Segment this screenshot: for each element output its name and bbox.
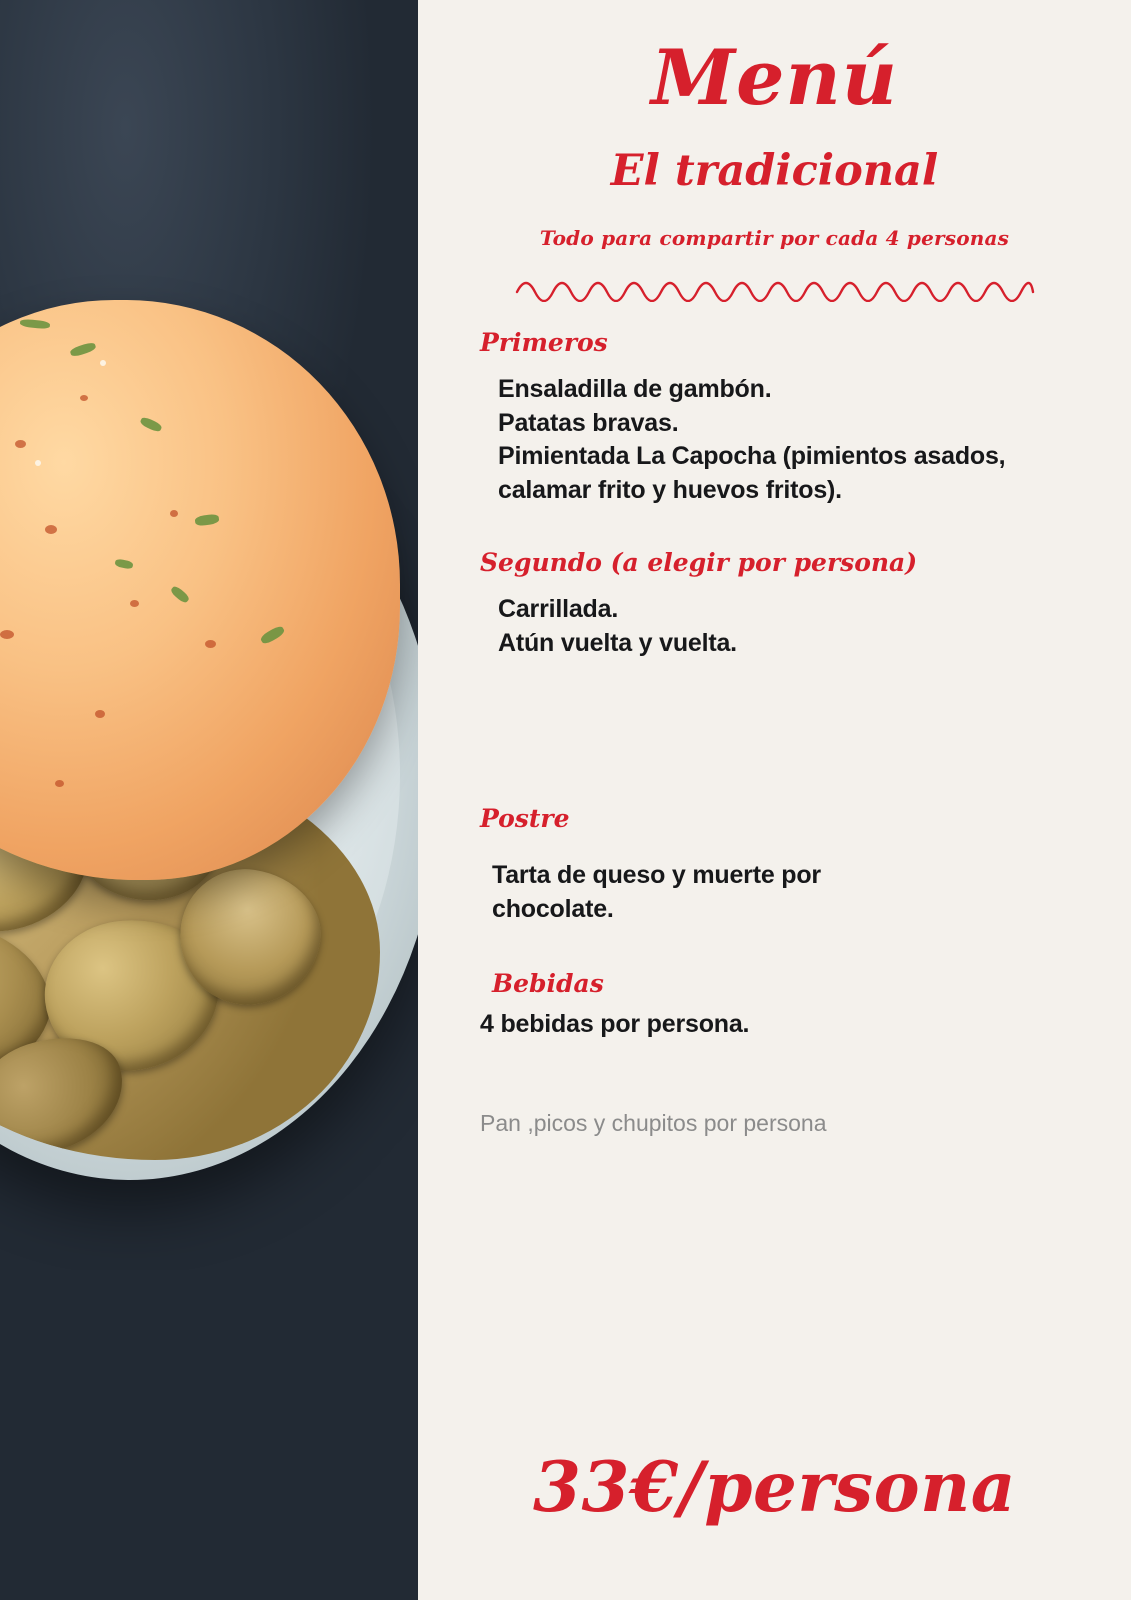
section-items-segundo	[498, 593, 1071, 661]
menu-item: Patatas bravas.	[498, 408, 679, 437]
paprika-fleck	[205, 640, 216, 648]
chive-piece	[69, 341, 97, 358]
section-heading-segundo: Segundo (a elegir por persona)	[480, 547, 918, 577]
menu-item: calamar frito y huevos fritos).	[498, 476, 842, 505]
section-items-primeros	[498, 373, 1071, 508]
paprika-fleck	[0, 630, 14, 639]
paprika-fleck	[55, 780, 64, 787]
section-spacer	[478, 660, 1071, 778]
chive-piece	[139, 416, 163, 433]
paprika-fleck	[80, 395, 88, 401]
paprika-fleck	[45, 525, 57, 534]
section-heading-postre: Postre	[480, 804, 570, 834]
paprika-fleck	[15, 440, 26, 448]
section-items-bebidas	[480, 1008, 1071, 1042]
chive-piece	[194, 513, 219, 526]
section-heading-bebidas: Bebidas	[492, 968, 604, 998]
patatas-bravas-photo	[0, 0, 418, 1600]
chive-piece	[169, 585, 190, 605]
menu-item: Carrillada.	[498, 594, 619, 623]
section-items-postre	[492, 859, 892, 927]
menu-item: Atún vuelta y vuelta.	[498, 628, 737, 657]
chive-piece	[114, 558, 133, 570]
chive-piece	[259, 624, 286, 645]
chive-piece	[20, 318, 51, 329]
menu-item: Pimientada La Capocha (pimientos asados,	[498, 442, 1006, 471]
menu-item: Tarta de queso y muerte por chocolate.	[492, 861, 821, 924]
paprika-fleck	[170, 510, 178, 517]
menu-tagline: Todo para compartir por cada 4 personas	[539, 225, 1010, 250]
menu-item: 4 bebidas por persona.	[480, 1009, 750, 1038]
paprika-fleck	[95, 710, 105, 718]
paprika-fleck	[130, 600, 139, 607]
price-label: 33€/persona	[533, 1447, 1016, 1528]
section-heading-primeros: Primeros	[480, 327, 608, 357]
wave-divider-icon	[515, 272, 1035, 302]
salt-fleck	[35, 460, 41, 466]
menu-content	[418, 0, 1131, 1600]
footnote: Pan ,picos y chupitos por persona	[480, 1109, 827, 1136]
menu-item: Ensaladilla de gambón.	[498, 374, 772, 403]
menu-subtitle: El tradicional	[610, 145, 939, 196]
page-title: Menú	[651, 33, 898, 122]
salt-fleck	[100, 360, 106, 366]
